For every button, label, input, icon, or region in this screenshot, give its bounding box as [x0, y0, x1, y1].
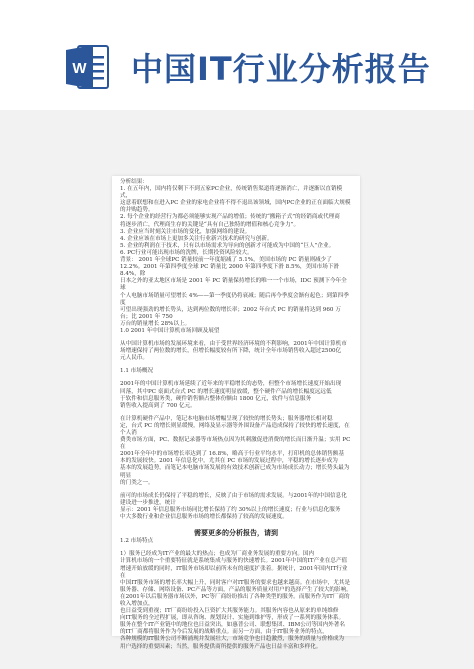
- text-line: 基本的发展趋势，而笔记本电脑市场发展的有效技术创新已成为市场成长动力；增长势头最为明显: [120, 465, 350, 479]
- document-paragraph: [120, 381, 352, 409]
- text-line: 12.2%。2001 年第四季度全球 PC 销量比 2000 年第四季度下滑 8.5%，美国市场下滑 8.4%，除: [120, 264, 340, 278]
- document-paragraph: [120, 368, 352, 375]
- text-line: 服务器、存储、网络设备、PC产品等方面，产品的服务质量对用户的选择产生了较大的影响。: [120, 586, 352, 593]
- svg-text:W: W: [72, 60, 87, 77]
- text-line: 1.1 市场概况: [120, 368, 154, 375]
- text-line: 也日益受到重视；IT厂商纷纷投入巨资扩大其服务能力。其服务内容也从原来的单纯维修: [120, 608, 339, 615]
- text-line: 用户选择的重要因素；当然，服务提供商所提供的服务产品也日益丰富和多样化。: [120, 643, 322, 650]
- text-line: 将逐步消亡，代理商生存的关键是“具有自己独特的增值和核心竞争力”。: [120, 221, 300, 228]
- text-line: 中国IT服务市场的增长率大幅上升，同时客户对IT服务的要求也越来越高。在市场中，尤其是: [120, 579, 351, 586]
- text-line: 的并购趋势。: [120, 207, 154, 214]
- text-line: 显示：2001 年信息服务市场同比增长保持了约 30%以上的增长速度；行业与信息化服务: [120, 506, 341, 513]
- document-paragraph: [120, 416, 352, 487]
- text-line: 定，台式 PC 的增长则显缓慢，网络及显示器等外围设备产品造成保持了较快的增长速度，在个人消: [120, 422, 350, 436]
- document-paragraph: [120, 551, 352, 650]
- document-content: [120, 179, 352, 657]
- word-icon: [66, 42, 110, 92]
- text-line: 6. PC行业可能出现市场的洗牌，长期投资风险较大。: [120, 249, 253, 256]
- text-line: 分析结果：: [120, 179, 148, 185]
- text-line: 2. 每个企业的经营行为都必须能够实现产品的增值；传统的“搬箱子式”的经销商或代理商: [120, 214, 340, 221]
- text-line: 场增速保持了两位数的增长，但增长幅度较有所下降，统计全年市场销售收入超过2500亿: [120, 348, 342, 355]
- document-paragraph: [120, 179, 352, 335]
- text-line: 计算机市场的一个重要特征就是系统集成与服务的快速增长。2001年中国的IT产业在总产值: [120, 558, 348, 565]
- text-line: 日本之外的亚太地区市场是 2001 年 PC 销量保持增长的唯一一个市场，IDC 预测下今年全球: [120, 278, 347, 292]
- text-line: 万台的销量增长 28%以上。: [120, 320, 191, 327]
- document-paragraph: [120, 493, 352, 521]
- text-line: 在计算机硬件产品中，笔记本电脑市场增幅呈现了较快的增长势头；服务器增长相对稳: [120, 415, 333, 422]
- text-line: 个人电脑市场销量可望增长 4%——第一季度仍将衰减；随后再今季度会渐有起色；到第四季度: [120, 292, 349, 306]
- text-line: 本的发展较快。2001 年信息化中，尤其在 PC 市场的发展过程中，平稳的增长逐步成为: [120, 458, 338, 465]
- text-line: 的IT厂商都将服务作为今后发展的战略重点。而另一方面，由于IT服务业务的特点，: [120, 629, 328, 636]
- text-line: 回落，其中PC 桌面式台式 PC 的增长速度明显放缓，整个硬件产品的增长幅度远远低: [120, 388, 332, 395]
- text-line: 在2001年以后服务器市场以外，PC等厂商纷纷推出了各种类型的服务。而服务作为IT厂商的收入增加点，: [120, 593, 350, 607]
- text-line: 4. 企业应该在市场上更加多关注行业新兴技术的研究与创新。: [120, 235, 273, 242]
- text-line: 这意着联想和在进入PC 企业的家电企业将不得不退出该领域，国内PC企业的正在面临大规模: [120, 200, 351, 207]
- text-line: 的门类之一。: [120, 479, 154, 486]
- document-paragraph: [120, 538, 352, 545]
- report-title: 中国IT行业分析报告: [131, 50, 431, 88]
- text-line: 1）服务已经成为IT产业的最大的热点；也成为厂商业务发展的重要方向。国内: [120, 551, 315, 558]
- text-line: 增速开始放缓的同时，IT服务市场却以前所未有的速度扩张着。据统计，2001年国内IT行业在: [120, 565, 348, 579]
- text-line: 中大多数行业和企业信息服务市场的增长都保持了较高的发展速度。: [120, 514, 288, 521]
- text-line: 2001年全年中的市场增长率达到了 16.8%，略高于行业平均水平，打印机的总体销售额基: [120, 451, 344, 458]
- text-line: 各种规模的IT服务公司不断涌现并发展壮大，市场竞争也日趋激烈，服务的质量与价格成为: [120, 636, 345, 643]
- paragraph-gap: [120, 651, 352, 657]
- text-line: 于软件和信息服务类，硬件销售额占整体份额由 1800 亿元，软件与信息服务: [120, 395, 312, 402]
- paragraph-gap: [120, 521, 352, 527]
- text-line: 1. 在五年内，国内将仅剩下不到五家PC企业，传统销售渠道将逐渐消亡，并逐渐以直销模式，: [120, 186, 343, 200]
- text-line: 3. 企业应当时刻关注市场的变化，加强网络的建设。: [120, 228, 251, 235]
- text-line: 可望出现强劲的增长势头，达到两位数的增长率；2002 年台式 PC 的销量将达到 960 万台；比 2001 年 750: [120, 306, 341, 320]
- text-line: 1.2 市场特点: [120, 538, 154, 545]
- text-line: 服务在整个IT产业链中的地位也日益突出，如惠普公司、联想集团、IBM公司等国内外著名: [120, 622, 345, 629]
- text-line: 5. 企业的利润在于技术，只有以市场需求为导向的创新才可能成为中国的“巨人”企业。: [120, 242, 335, 249]
- text-line: 销售收入提高到了 700 亿元。: [120, 402, 196, 409]
- text-line: 向IT服务的全过程扩展，即从咨询、规划设计、实施到维护等，形成了一系列的服务体系。: [120, 615, 345, 622]
- header-banner: [0, 0, 474, 110]
- text-line: 背景： 2001 年全球PC 销量较前一年度缩减了 5.1%，美国市场的 PC 销量则减少了: [120, 257, 332, 264]
- text-line: 2001年的中国计算机市场延续了近年来的平稳增长的态势，但整个市场增长速度开始出现: [120, 381, 342, 388]
- text-line: 元人民币。: [120, 355, 148, 362]
- text-line: 费类市场方面，PC、数据记录器等市场热点因为其刺激促进消费的增长而日渐升温；实用 PC 在: [120, 437, 351, 451]
- text-line: 从中国计算机市场的发展环境来看，由于受世界经济环境的不利影响，2001年中国计算机市: [120, 341, 347, 348]
- more-reports-link[interactable]: 需要更多的分析报告，请到: [194, 528, 278, 538]
- text-line: 1.0 2001 年中国计算机市场回顾及展望: [120, 327, 220, 334]
- text-line: 前可的市场成长仍保持了平稳的增长，反映了由于市场的需求发展。与2001年的中国信息化建设进一步推进，统计: [120, 492, 347, 506]
- document-page: [112, 176, 360, 650]
- document-paragraph: [120, 341, 352, 362]
